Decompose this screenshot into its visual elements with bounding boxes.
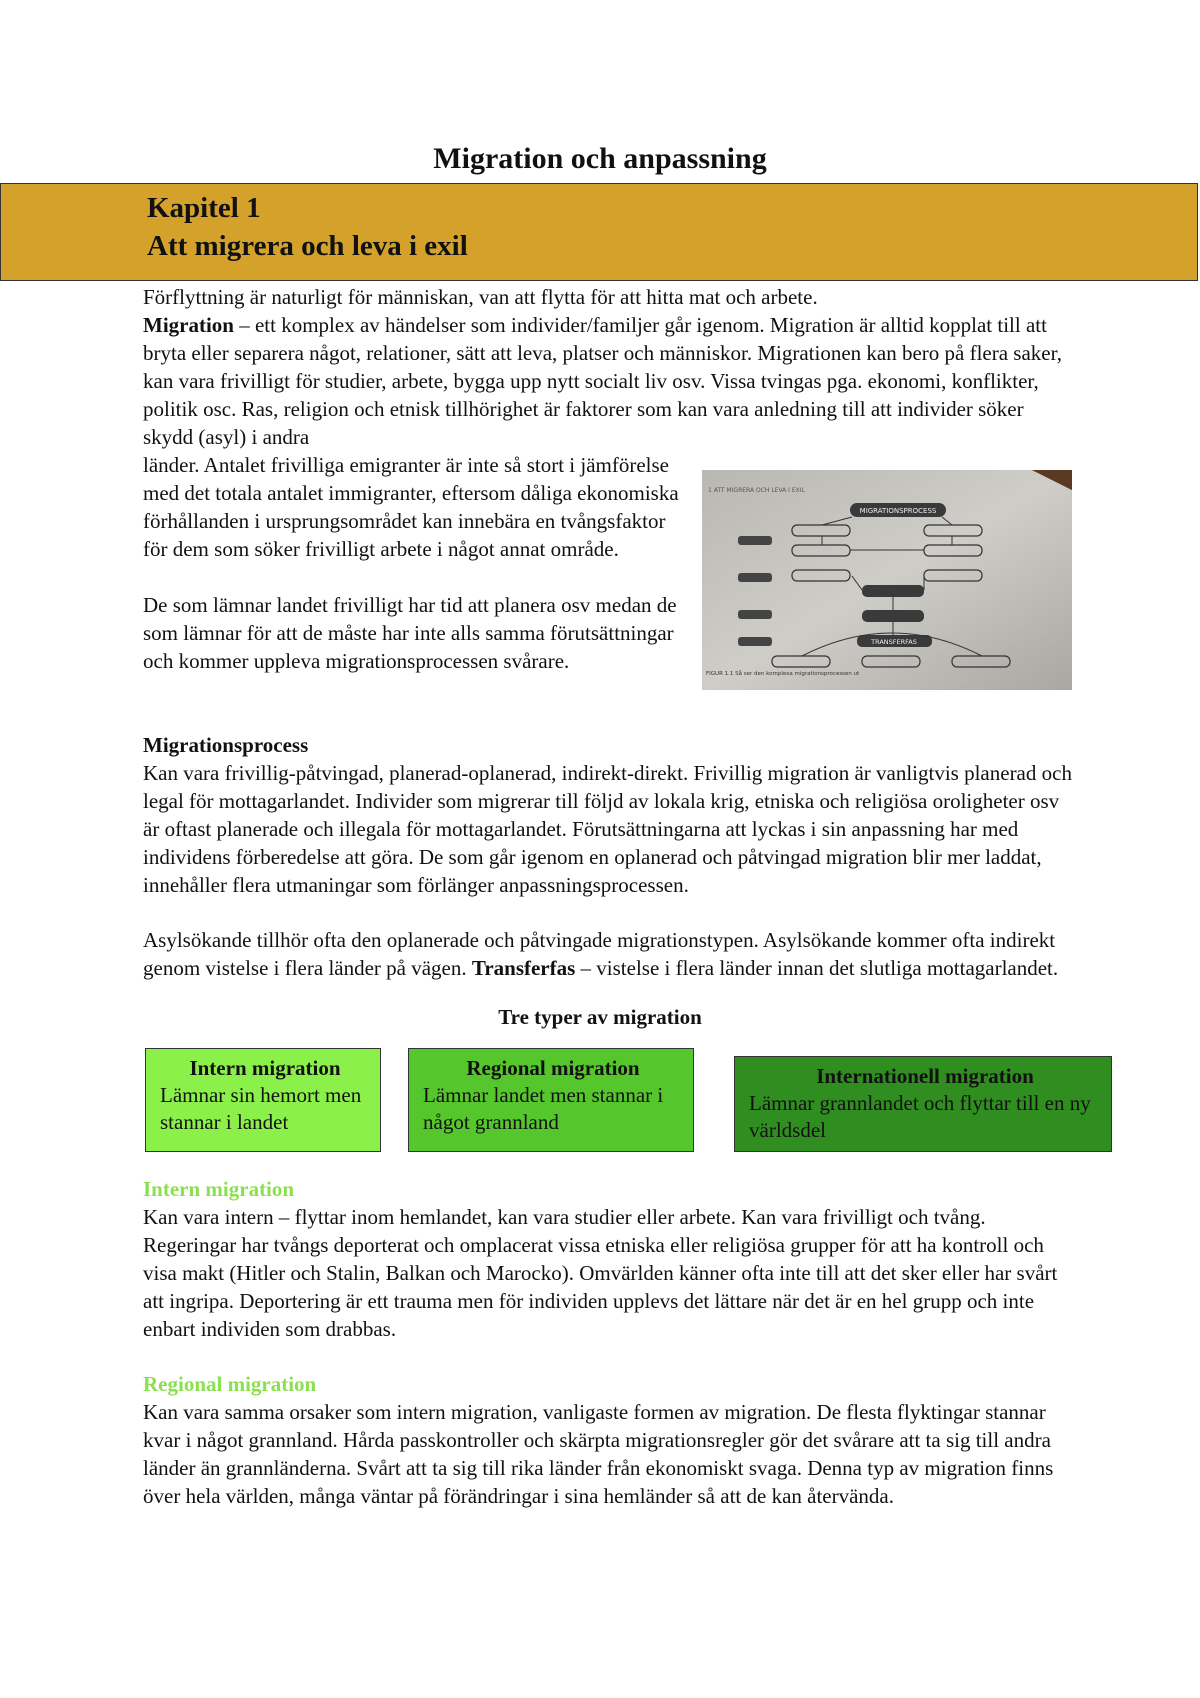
intro-narrow-paragraph: länder. Antalet frivilliga emigranter är inte så stort i jämförelse med det totala antalet immigranter, eftersom dåliga ekonomiska förhållanden i ursprungsområdet kan innebära en tvångsfaktor för dem som söker frivilligt arbete i något annat område.	[143, 453, 679, 561]
transfer-term: Transferfas	[471, 956, 576, 980]
intro-narrow-paragraph-2: De som lämnar landet frivilligt har tid att planera osv medan de som lämnar för att de måste har inte alls samma förutsättningar och kommer uppleva migrationsprocessen svårare.	[143, 593, 677, 673]
regional-body: Kan vara samma orsaker som intern migration, vanligaste formen av migration. De flesta flyktingar stannar kvar i något grannland. Hårda passkontroller och skärpta migrationsregler gör det svårare att ta sig till andra länder än grannländerna. Svårt att ta sig till rika länder från ekonomiskt svaga. Denna typ av migration finns över hela världen, många väntar på förändringar i sina hemländer så att de kan återvända.	[143, 1400, 1054, 1508]
migration-definition-text: – ett komplex av händelser som individer/familjer går igenom. Migration är alltid kopplat till att bryta eller separera något, relationer, sätt att leva, platser och människor. Migrationen kan bero på flera saker, kan vara frivilligt för studier, arbete, bygga upp nytt socialt liv osv. Vissa tvingas pga. ekonomi, konflikter, politik osc. Ras, religion och etnisk tillhörighet är faktorer som kan vara anledning till att individer söker skydd (asyl) i andra	[143, 313, 1063, 449]
asylum-text: Asylsökande tillhör ofta den oplanerade och påtvingade migrationstypen. Asylsökande kommer ofta indirekt genom vistelse i flera länder på vägen.	[143, 928, 1056, 980]
type-box-intern	[145, 1048, 381, 1152]
migrationsprocess-heading: Migrationsprocess	[143, 733, 309, 757]
migration-definition	[143, 311, 1073, 451]
photo-header: MIGRATIONSPROCESS	[859, 507, 937, 515]
type-box-title: Intern migration	[189, 1056, 341, 1080]
type-box-text: Lämnar grannlandet och flyttar till en ny världsdel	[749, 1091, 1091, 1142]
type-box-international	[734, 1056, 1112, 1152]
migrationsprocess-body: Kan vara frivillig-påtvingad, planerad-oplanerad, indirekt-direkt. Frivillig migration är vanligtvis planerad och legal för mottagarlandet. Individer som migrerar till följd av lokala krig, etniska och religiösa oroligheter osv är oftast planerade och illegala för mottagarlandet. Förutsättningarna att lyckas i sin anpassning har med individens förberedelse att göra. De som går igenom en oplanerad och påtvingad migration blir mer laddat, innehåller flera utmaningar som förlänger anpassningsprocessen.	[143, 761, 1072, 897]
chapter-number: Kapitel 1	[147, 192, 261, 224]
photo-page-header: 1 ATT MIGRERA OCH LEVA I EXIL	[708, 487, 805, 494]
type-box-title: Regional migration	[466, 1056, 640, 1080]
migrationsprocess-body-2	[143, 926, 1073, 982]
type-box-text: Lämnar sin hemort men stannar i landet	[160, 1083, 362, 1134]
chapter-banner	[0, 183, 1198, 281]
photo-caption: FIGUR 1.1 Så ser den komplexa migrationsprocessen ut	[706, 671, 860, 677]
chapter-title: Att migrera och leva i exil	[147, 230, 468, 262]
type-box-regional	[408, 1048, 694, 1152]
intro-line: Förflyttning är naturligt för människan, van att flytta för att hitta mat och arbete.	[143, 285, 818, 309]
intern-heading: Intern migration	[143, 1177, 295, 1201]
photo-transfer-label: TRANSFERFAS	[871, 638, 917, 646]
migration-process-photo	[702, 470, 1072, 690]
intern-body: Kan vara intern – flyttar inom hemlandet, kan vara studier eller arbete. Kan vara frivilligt och tvång. Regeringar har tvångs deporterat och omplacerat vissa etniska eller religiösa grupper för att ha kontroll och visa makt (Hitler och Stalin, Balkan och Marocko). Omvärlden känner ofta inte till att det sker eller har svårt att ingripa. Deportering är ett trauma men för individen upplevs det lättare när det är en hel grupp och inte enbart individen som drabbas.	[143, 1205, 1058, 1341]
type-box-title: Internationell migration	[816, 1064, 1034, 1088]
transfer-definition: – vistelse i flera länder innan det slutliga mottagarlandet.	[575, 956, 1059, 980]
regional-heading: Regional migration	[143, 1372, 317, 1396]
migration-types-title: Tre typer av migration	[498, 1005, 702, 1029]
document-title: Migration och anpassning	[433, 142, 767, 175]
type-box-text: Lämnar landet men stannar i något grannland	[423, 1083, 664, 1134]
migration-term: Migration	[143, 313, 234, 337]
